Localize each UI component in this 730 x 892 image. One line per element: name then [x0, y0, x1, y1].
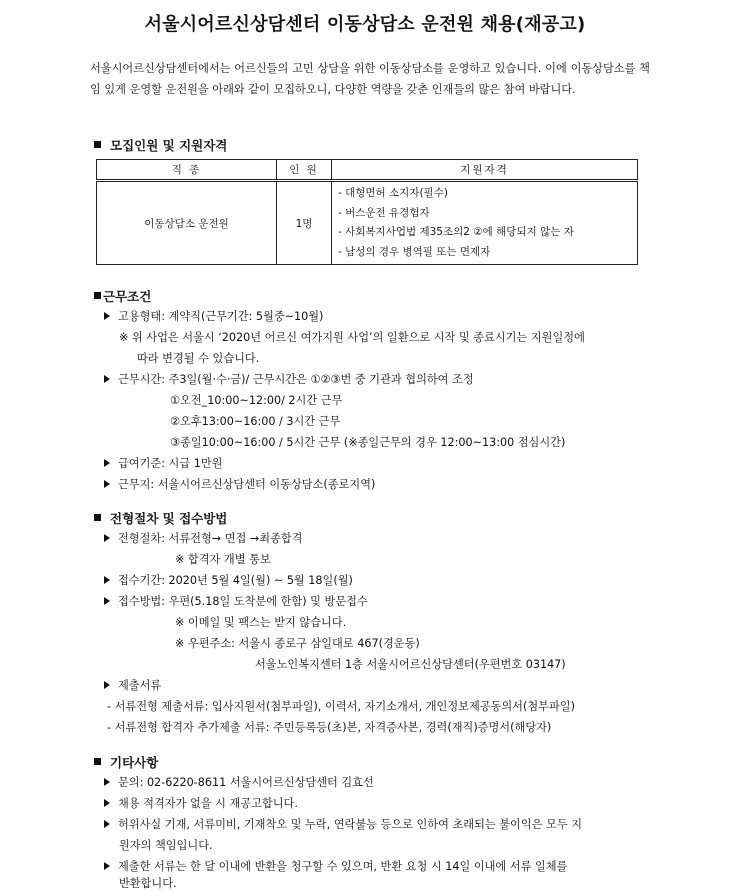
false-info-line: 허위사실 기재, 서류미비, 기재착오 및 누락, 연락불능 등으로 인하여 초래되는 불이익은 모두 지	[104, 816, 582, 832]
header-count: 인 원	[277, 160, 332, 181]
docs-item-2: - 서류전형 합격자 추가제출 서류: 주민등록등(초)본, 자격증사본, 경력(재직)증명서(해당자)	[107, 721, 552, 734]
table-row	[97, 181, 638, 265]
return-line: 제출한 서류는 한 달 이내에 반환을 청구할 수 있으며, 반환 요청 시 14일 이내에 서류 일체를	[104, 858, 567, 874]
square-bullet-icon	[94, 514, 101, 521]
section-conditions-title: 근무조건	[103, 289, 152, 304]
section-process-heading	[94, 509, 227, 527]
steps-note: ※ 합격자 개별 통보	[175, 553, 271, 566]
shift-1: ①오전_10:00~12:00/ 2시간 근무	[170, 394, 343, 407]
method-note-1: ※ 이메일 및 팩스는 받지 않습니다.	[175, 616, 347, 629]
steps-line: 전형절차: 서류전형→ 면접 →최종합격	[104, 530, 303, 546]
return-line-2: 반환합니다.	[119, 877, 177, 890]
arrow-bullet-icon	[104, 375, 110, 383]
employment-note-1: ※ 위 사업은 서울시 ‘2020년 어르신 여가지원 사업’의 일환으로 시작 및 종료시기는 지원일정에	[119, 331, 585, 344]
employment-note-2: 따라 변경될 수 있습니다.	[137, 352, 260, 365]
arrow-bullet-icon	[104, 480, 110, 488]
period-line: 접수기간: 2020년 5월 4일(월) ~ 5월 18일(월)	[104, 572, 353, 588]
method-line: 접수방법: 우편(5.18일 도착분에 한함) 및 방문접수	[104, 593, 368, 609]
arrow-bullet-icon	[104, 312, 110, 320]
header-job: 직 종	[97, 160, 277, 181]
arrow-bullet-icon	[104, 597, 110, 605]
pay-line: 급여기준: 시급 1만원	[104, 455, 222, 471]
contact-line: 문의: 02-6220-8611 서울시어르신상담센터 김효선	[104, 774, 374, 790]
section-etc-heading	[94, 753, 158, 771]
arrow-bullet-icon	[104, 576, 110, 584]
false-info-line-2: 원자의 책임입니다.	[119, 839, 213, 852]
docs-line: 제출서류	[104, 677, 161, 693]
job-cell: 이동상담소 운전원	[97, 181, 277, 265]
header-qualification: 지원자격	[332, 160, 638, 181]
section-process-title: 전형절차 및 접수방법	[110, 511, 228, 526]
table-header-row	[97, 160, 638, 181]
recruit-table	[96, 159, 638, 265]
arrow-bullet-icon	[104, 862, 110, 870]
section-recruit-heading	[94, 136, 227, 154]
place-line: 근무지: 서울시어르신상담센터 이동상담소(종로지역)	[104, 476, 375, 492]
hours-line: 근무시간: 주3일(월·수·금)/ 근무시간은 ①②③번 중 기관과 협의하여 조정	[104, 371, 474, 387]
page-title: 서울시어르신상담센터 이동상담소 운전원 채용(재공고)	[144, 14, 586, 35]
qualification-item: - 버스운전 유경험자	[338, 206, 430, 219]
qualification-item: - 대형면허 소지자(필수)	[338, 187, 448, 199]
arrow-bullet-icon	[104, 799, 110, 807]
square-bullet-icon	[94, 141, 101, 148]
method-note-3: 서울노인복지센터 1층 서울시어르신상담센터(우편번호 03147)	[255, 658, 566, 671]
shift-3: ③종일10:00~16:00 / 5시간 근무 (※종일근무의 경우 12:00~13:00 점심시간)	[170, 436, 566, 449]
arrow-bullet-icon	[104, 459, 110, 467]
arrow-bullet-icon	[104, 534, 110, 542]
arrow-bullet-icon	[104, 681, 110, 689]
section-conditions-heading	[94, 287, 151, 305]
count-cell: 1명	[277, 181, 332, 265]
rehire-line: 채용 적격자가 없을 시 재공고합니다.	[104, 795, 298, 811]
docs-item-1: - 서류전형 제출서류: 입사지원서(첨부파일), 이력서, 자기소개서, 개인정보제공동의서(첨부파일)	[107, 700, 575, 713]
square-bullet-icon	[94, 292, 101, 299]
square-bullet-icon	[94, 758, 101, 765]
section-recruit-title: 모집인원 및 지원자격	[110, 138, 228, 153]
qualification-cell	[332, 181, 638, 265]
shift-2: ②오후13:00~16:00 / 3시간 근무	[170, 415, 341, 428]
qualification-item: - 남성의 경우 병역필 또는 면제자	[338, 245, 491, 258]
qualification-item: - 사회복지사업법 제35조의2 ②에 해당되지 않는 자	[338, 226, 574, 238]
method-note-2: ※ 우편주소: 서울시 종로구 삼일대로 467(경운동)	[175, 637, 420, 650]
arrow-bullet-icon	[104, 820, 110, 828]
intro-paragraph: 서울시어르신상담센터에서는 어르신들의 고민 상담을 위한 이동상담소를 운영하고 있습니다. 이에 이동상담소를 책임 있게 운영할 운전원을 아래와 같이 모집하오니, 다양한 역량을 갖춘 인재들의 많은 참여 바랍니다.	[90, 62, 650, 96]
arrow-bullet-icon	[104, 778, 110, 786]
section-etc-title: 기타사항	[110, 755, 159, 770]
employment-line: 고용형태: 계약직(근무기간: 5월중~10월)	[104, 308, 323, 324]
